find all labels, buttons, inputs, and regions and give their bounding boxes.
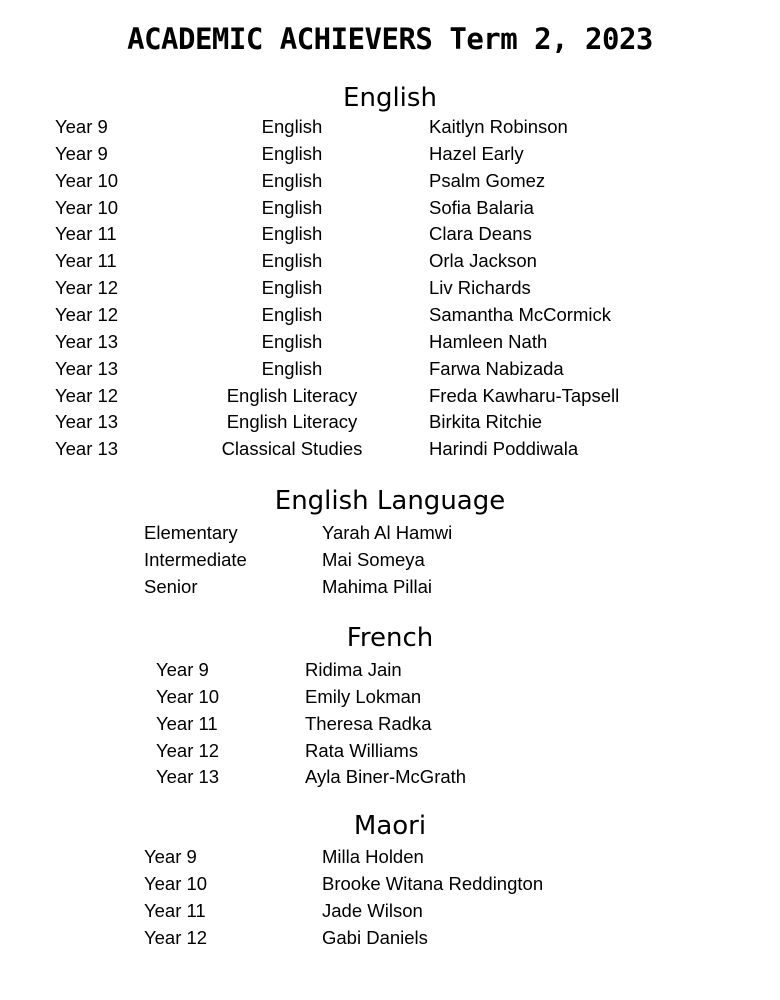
list-item	[0, 140, 780, 167]
list-item	[0, 763, 780, 790]
year-cell: Year 13	[55, 330, 119, 352]
year-cell: Year 11	[55, 250, 117, 272]
subject-cell: English	[261, 250, 323, 272]
student-name-cell: Rata Williams	[305, 739, 419, 761]
student-name-cell: Mai Someya	[322, 548, 425, 570]
student-name-cell: Psalm Gomez	[429, 169, 546, 191]
list-item	[0, 710, 780, 737]
student-name-cell: Orla Jackson	[429, 250, 537, 272]
year-cell: Year 13	[55, 411, 119, 433]
subject-cell: English Literacy	[226, 411, 358, 433]
student-name-cell: Liv Richards	[429, 277, 531, 299]
subject-cell: English	[261, 196, 323, 218]
section-heading-english: English	[343, 83, 437, 113]
year-cell: Year 11	[55, 223, 117, 245]
student-name-cell: Ridima Jain	[305, 659, 402, 680]
student-name-cell: Kaitlyn Robinson	[429, 116, 568, 137]
subject-cell: English	[261, 142, 323, 164]
year-cell: Year 10	[144, 872, 208, 894]
subject-cell: English	[261, 357, 323, 379]
list-item	[0, 274, 780, 301]
list-item	[0, 737, 780, 764]
student-name-cell: Jade Wilson	[322, 899, 423, 921]
student-name-cell: Clara Deans	[429, 223, 532, 245]
section-heading-french: French	[346, 623, 434, 653]
level-cell: Senior	[144, 575, 198, 597]
list-item	[0, 843, 780, 870]
year-cell: Year 13	[55, 438, 119, 460]
subject-cell: English	[261, 303, 323, 325]
list-item	[0, 897, 780, 924]
subject-cell: English	[261, 169, 323, 191]
page-title: ACADEMIC ACHIEVERS Term 2, 2023	[127, 22, 653, 56]
student-name-cell: Samantha McCormick	[429, 303, 611, 325]
year-cell: Year 9	[156, 659, 209, 680]
subject-cell: English	[261, 116, 323, 137]
list-item	[0, 683, 780, 710]
year-cell: Year 12	[55, 303, 119, 325]
list-item	[0, 924, 780, 951]
student-name-cell: Birkita Ritchie	[429, 411, 543, 433]
year-cell: Year 10	[55, 169, 119, 191]
list-item	[0, 546, 780, 573]
year-cell: Year 12	[156, 739, 220, 761]
subject-cell: Classical Studies	[221, 438, 363, 460]
subject-cell: English Literacy	[226, 384, 358, 406]
level-cell: Elementary	[144, 522, 238, 543]
student-name-cell: Sofia Balaria	[429, 196, 534, 218]
student-name-cell: Farwa Nabizada	[429, 357, 564, 379]
list-item	[0, 220, 780, 247]
year-cell: Year 13	[156, 766, 220, 788]
year-cell: Year 9	[55, 116, 108, 137]
list-item	[0, 382, 780, 409]
list-item	[0, 113, 780, 140]
year-cell: Year 12	[144, 926, 208, 948]
list-item	[0, 355, 780, 382]
student-name-cell: Ayla Biner-McGrath	[305, 766, 467, 788]
student-name-cell: Milla Holden	[322, 846, 424, 867]
student-name-cell: Brooke Witana Reddington	[322, 872, 544, 894]
list-item	[0, 435, 780, 462]
year-cell: Year 9	[55, 142, 108, 164]
list-item	[0, 870, 780, 897]
list-item	[0, 247, 780, 274]
list-item	[0, 656, 780, 683]
section-heading-english-language: English Language	[274, 486, 506, 516]
year-cell: Year 12	[55, 384, 119, 406]
year-cell: Year 11	[156, 712, 218, 734]
subject-cell: English	[261, 330, 323, 352]
list-item	[0, 301, 780, 328]
student-name-cell: Mahima Pillai	[322, 575, 433, 597]
level-cell: Intermediate	[144, 548, 247, 570]
list-item	[0, 519, 780, 546]
student-name-cell: Emily Lokman	[305, 685, 422, 707]
year-cell: Year 12	[55, 277, 119, 299]
year-cell: Year 9	[144, 846, 197, 867]
list-item	[0, 167, 780, 194]
list-item	[0, 328, 780, 355]
year-cell: Year 10	[156, 685, 220, 707]
year-cell: Year 11	[144, 899, 206, 921]
subject-cell: English	[261, 223, 323, 245]
student-name-cell: Harindi Poddiwala	[429, 438, 579, 460]
year-cell: Year 10	[55, 196, 119, 218]
student-name-cell: Hazel Early	[429, 142, 524, 164]
section-heading-maori: Maori	[353, 811, 427, 841]
student-name-cell: Hamleen Nath	[429, 330, 548, 352]
list-item	[0, 194, 780, 221]
year-cell: Year 13	[55, 357, 119, 379]
list-item	[0, 573, 780, 600]
student-name-cell: Yarah Al Hamwi	[322, 522, 453, 543]
student-name-cell: Freda Kawharu-Tapsell	[429, 384, 620, 406]
subject-cell: English	[261, 277, 323, 299]
list-item	[0, 408, 780, 435]
student-name-cell: Gabi Daniels	[322, 926, 428, 948]
student-name-cell: Theresa Radka	[305, 712, 432, 734]
